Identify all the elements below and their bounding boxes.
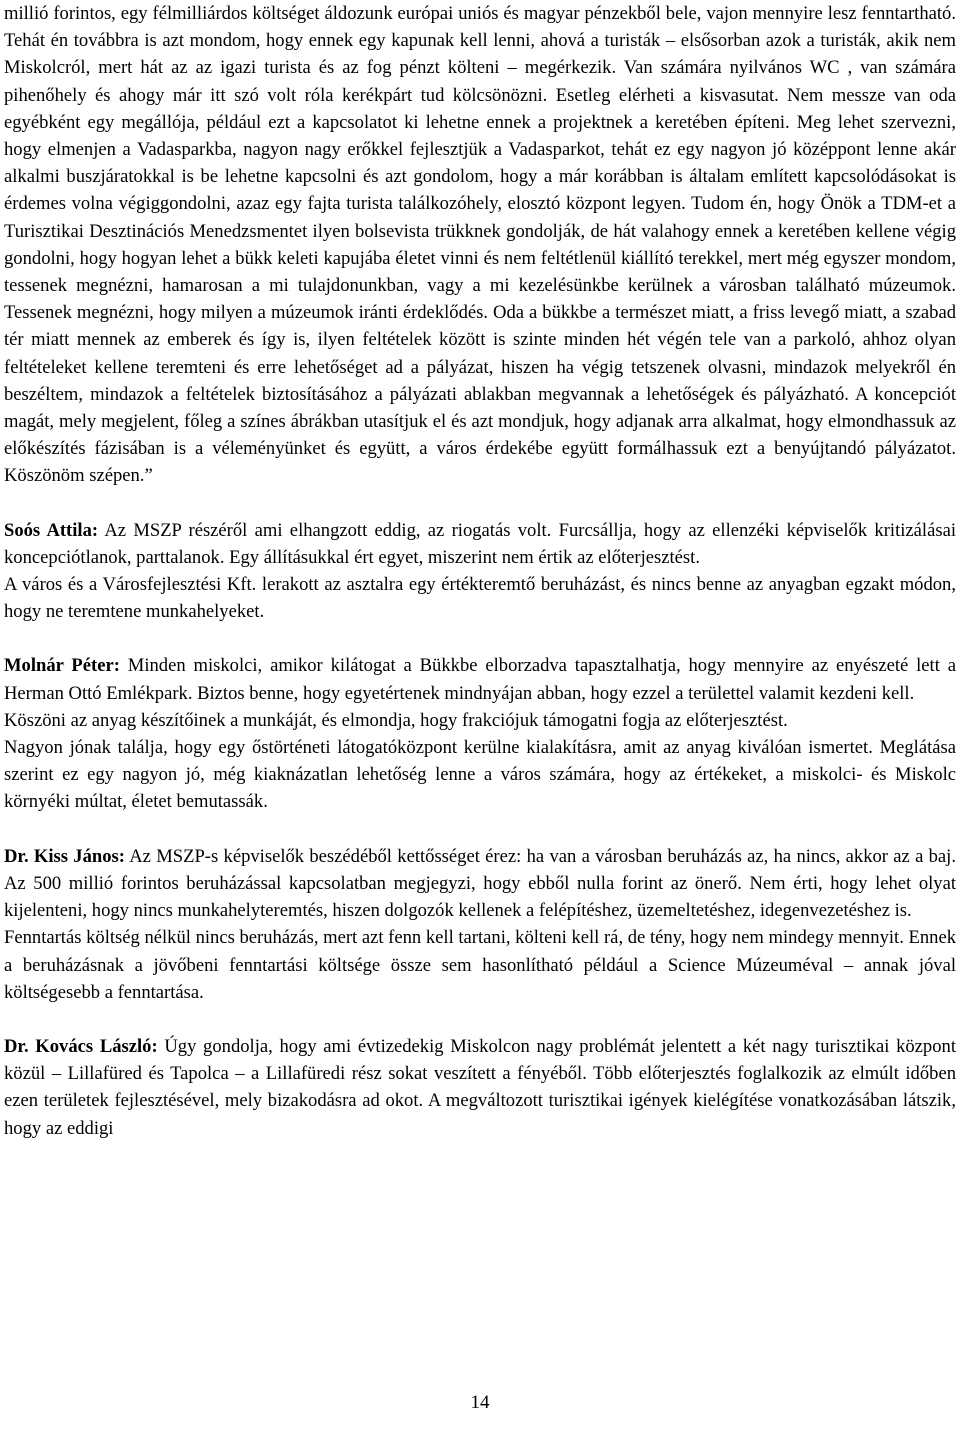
paragraph-continuation: [4, 0, 956, 490]
paragraph-text: Úgy gondolja, hogy ami évtizedekig Miskolcon nagy problémát jelentett a két nagy turisztikai központ közül – Lillafüred és Tapolca – a Lillafüredi rész sokat veszített a fényéből. Több előterjesztés foglalkozik az elmúlt időben ezen területek fejlesztésével, mely bizakodásra ad okot. A megváltozott turisztikai igények kielégítése vonatkozásában látszik, hogy az eddigi: [4, 1035, 956, 1139]
speaker-name: Soós Attila:: [4, 519, 99, 541]
paragraph-text: millió forintos, egy félmilliárdos költséget áldozunk európai uniós és magyar pénzekből bele, vajon mennyire lesz fenntartható. Tehát én továbbra is azt mondom, hogy ennek egy kapunak kell lenni, ahová a turisták – elsősorban azok a turisták, akik nem Miskolcról, mert hát az az igazi turista és az fog pénzt költeni – megérkezik. Van számára nyilvános WC , van számára pihenőhely és ahogy már itt szó volt róla kerékpárt tud kölcsönözni. Esetleg elérheti a kisvasutat. Nem messze van oda egyébként egy megállója, például ezt a kapcsolatot ki lehetne ennek a projektnek a keretében építeni. Meg lehet szervezni, hogy elmenjen a Vadasparkba, nagyon nagy erőkkel fejlesztjük a Vadasparkot, tehát ez egy nagyon jó középpont lenne akár alkalmi buszjáratokkal is be lehetne kapcsolni és azt gondolom, hogy a már korábban is általam említett kapcsolódásokat is érdemes volna végiggondolni, azaz egy fajta turista találkozóhely, elosztó központ legyen. Tudom én, hogy Önök a TDM-et a Turisztikai Desztinációs Menedzsmentet ilyen bolsevista trükknek gondolják, de hát valahogy ennek a keretében kellene végig gondolni, hogy hogyan lehet a bükk keleti kapujába életet vinni és nem feltétlenül kiállító terekkel, mert még egyszer mondom, tessenek megnézni, hamarosan a mi tulajdonunkban, vagy a mi kezelésünkbe kerülnek a városban található múzeumok. Tessenek megnézni, hogy milyen a múzeumok iránti érdeklődés. Oda a bükkbe a természet miatt, a friss levegő miatt, a szabad tér miatt mennek az emberek és így is, ilyen feltételek között is szinte minden hét végén tele van a parkoló, ahhoz olyan feltételeket kellene teremteni és erre lehetőséget ad a pályázat, hiszen ha végig tetszenek olvasni, mindazok melyekről én beszéltem, mindazok a feltételek biztosításához a pályázati ablakban megvannak a lehetőségek és pályázható. A koncepciót magát, mely megjelent, főleg a színes ábrákban utasítjuk el és azt mondjuk, hogy adjanak arra alkalmat, hogy elmondhassuk az előkészítés fázisában is a véleményünket és együtt, a város érdekébe együtt formálhassuk ezt a benyújtandó pályázatot. Köszönöm szépen.”: [4, 3, 956, 487]
paragraph-text: Fenntartás költség nélkül nincs beruházás, mert azt fenn kell tartani, költeni kell rá, de tény, hogy nem mindegy mennyit. Ennek a beruházásnak a jövőbeni fenntartási költsége össze sem hasonlítható például a Science Múzeuméval – annak jóval költségesebb a fenntartása.: [4, 927, 956, 1003]
paragraph-gap: [4, 816, 956, 843]
paragraph-text-block: [4, 924, 956, 1006]
paragraph-text: Minden miskolci, amikor kilátogat a Bükkbe elborzadva tapasztalhatja, hogy mennyire az enyészeté lett a Herman Ottó Emlékpark. Biztos benne, hogy egyetértenek mindnyájan abban, hogy ezzel a területtel valamit kezdeni kell.: [4, 655, 956, 704]
paragraph-gap: [4, 490, 956, 517]
paragraph-kiss-janos: [4, 843, 956, 925]
paragraph-gap: [4, 1006, 956, 1033]
paragraph-molnar-peter: [4, 652, 956, 706]
paragraph-text-block: [4, 707, 956, 734]
paragraph-text: Köszöni az anyag készítőinek a munkáját, és elmondja, hogy frakciójuk támogatni fogja az előterjesztést.: [4, 709, 788, 731]
paragraph-text: Az MSZP-s képviselők beszédéből kettősséget érez: ha van a városban beruházás az, ha nincs, akkor az a baj. Az 500 millió forintos beruházással kapcsolatban megjegyzi, hogy ebből nulla forint az önerő. Nem érti, hogy lehet olyat kijelenteni, hogy nincs munkahelyteremtés, hiszen dolgozók kellenek a felépítéshez, üzemeltetéshez, idegenvezetéshez is.: [4, 845, 956, 922]
paragraph-text: Nagyon jónak találja, hogy egy őstörténeti látogatóközpont kerülne kialakításra, amit az anyag kiválóan ismertet. Meglátása szerint ez egy nagyon jó, még kiaknázatlan lehetőség lenne a város számára, hogy az értékeket, a miskolci- és Miskolc környéki múltat, életet bemutassák.: [4, 737, 956, 813]
page-number: 14: [470, 1392, 490, 1413]
speaker-name: Molnár Péter:: [4, 655, 120, 677]
paragraph-kovacs-laszlo: [4, 1033, 956, 1142]
paragraph-text-block: [4, 734, 956, 816]
speaker-name: Dr. Kiss János:: [4, 845, 125, 867]
document-page: [4, 0, 956, 1142]
paragraph-soos-attila: [4, 517, 956, 571]
paragraph-text-block: [4, 571, 956, 625]
paragraph-gap: [4, 625, 956, 652]
paragraph-text: Az MSZP részéről ami elhangzott eddig, az riogatás volt. Furcsállja, hogy az ellenzéki képviselők kritizálásai koncepciótlanok, parttalanok. Egy állításukkal ért egyet, miszerint nem értik az előterjesztést.: [4, 519, 956, 568]
paragraph-text: A város és a Városfejlesztési Kft. lerakott az asztalra egy értékteremtő beruházást, és nincs benne az anyagban egzakt módon, hogy ne teremtene munkahelyeket.: [4, 574, 956, 623]
speaker-name: Dr. Kovács László:: [4, 1035, 158, 1057]
